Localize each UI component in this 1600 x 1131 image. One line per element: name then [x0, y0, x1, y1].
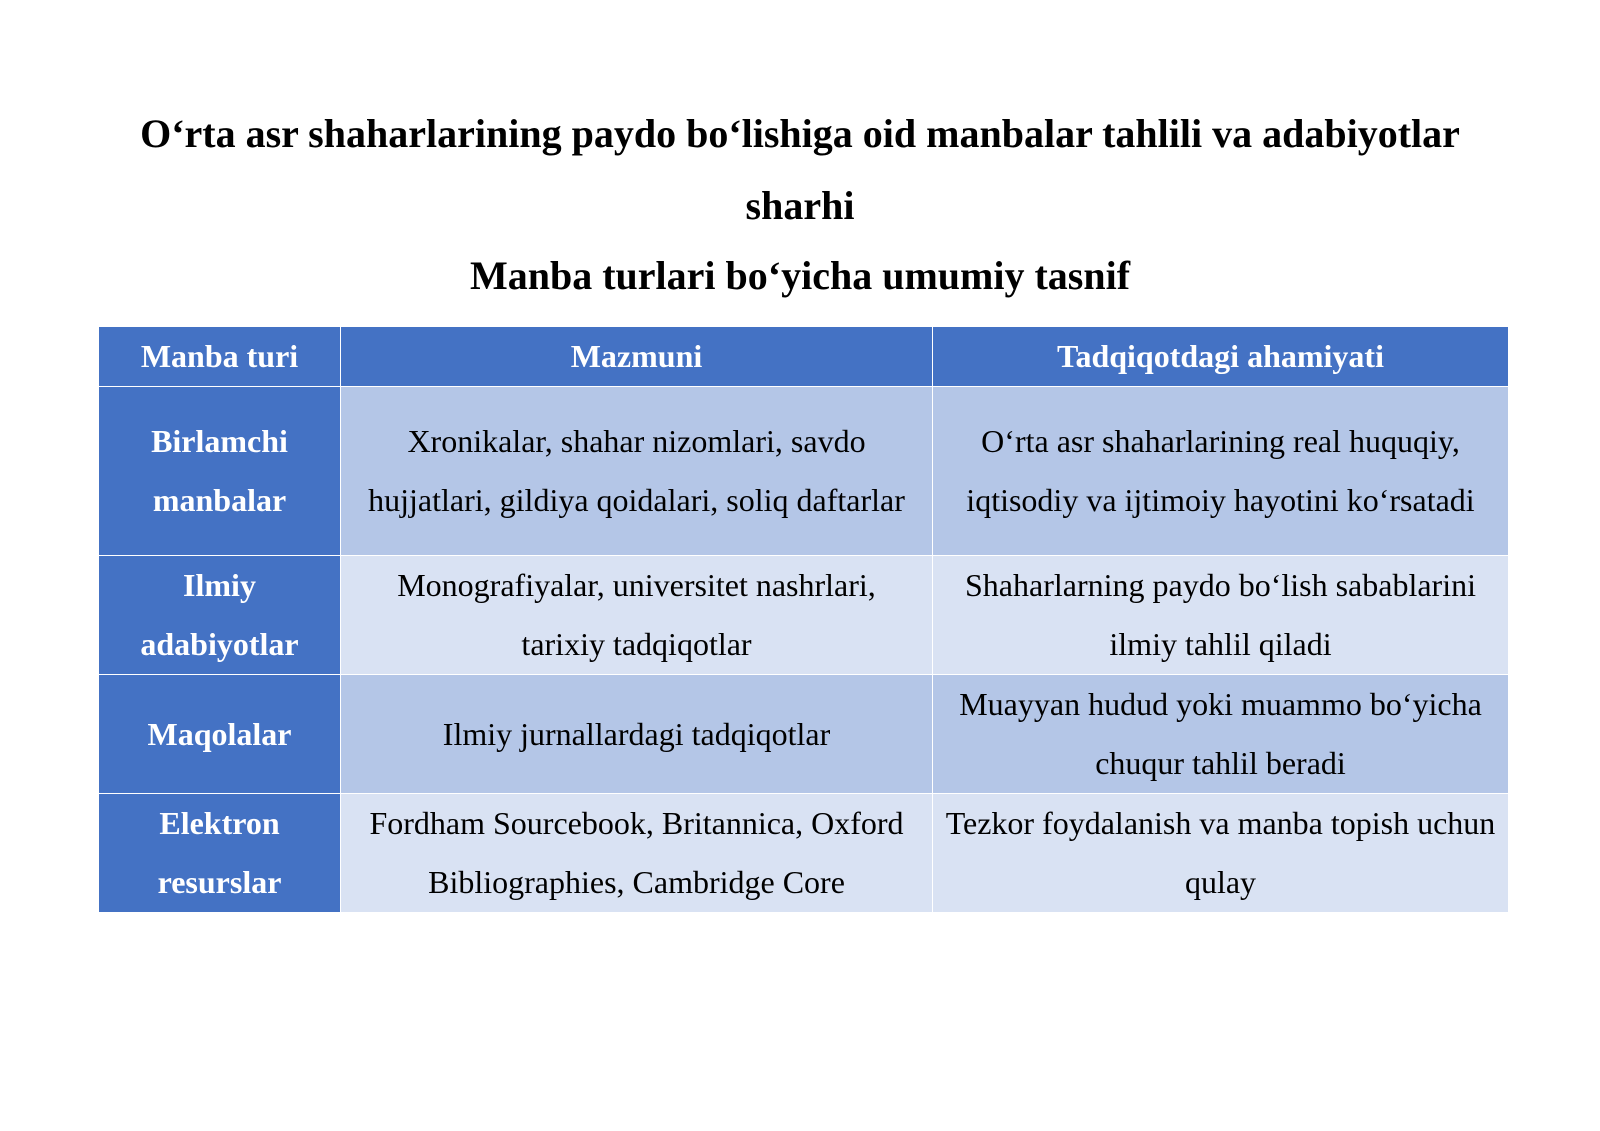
- significance-cell: Muayyan hudud yoki muammo bo‘yicha chuqur tahlil beradi: [933, 675, 1509, 794]
- content-cell: Monografiyalar, universitet nashrlari, tarixiy tadqiqotlar: [341, 556, 933, 675]
- column-header-significance: Tadqiqotdagi ahamiyati: [933, 327, 1509, 387]
- content-cell: Fordham Sourcebook, Britannica, Oxford Bibliographies, Cambridge Core: [341, 794, 933, 913]
- document-title-line1: O‘rta asr shaharlarining paydo bo‘lishiga oid manbalar tahlili va adabiyotlar: [140, 111, 1460, 156]
- document-title-line2: sharhi: [745, 183, 855, 228]
- content-cell: Ilmiy jurnallardagi tadqiqotlar: [341, 675, 933, 794]
- content-cell: Xronikalar, shahar nizomlari, savdo hujjatlari, gildiya qoidalari, soliq daftarlar: [341, 387, 933, 556]
- source-types-table: [98, 326, 1509, 913]
- table-row: [99, 794, 1509, 913]
- column-header-content: Mazmuni: [341, 327, 933, 387]
- significance-cell: Tezkor foydalanish va manba topish uchun qulay: [933, 794, 1509, 913]
- document-subtitle: Manba turlari bo‘yicha umumiy tasnif: [469, 253, 1131, 298]
- table-row: [99, 556, 1509, 675]
- table-header-row: [99, 327, 1509, 387]
- source-type-cell: Birlamchi manbalar: [99, 387, 341, 556]
- table-row: [99, 387, 1509, 556]
- source-type-cell: Ilmiy adabiyotlar: [99, 556, 341, 675]
- significance-cell: Shaharlarning paydo bo‘lish sabablarini ilmiy tahlil qiladi: [933, 556, 1509, 675]
- significance-cell: O‘rta asr shaharlarining real huquqiy, iqtisodiy va ijtimoiy hayotini ko‘rsatadi: [933, 387, 1509, 556]
- column-header-source-type: Manba turi: [99, 327, 341, 387]
- document-title: [100, 98, 1500, 242]
- source-type-cell: Elektron resurslar: [99, 794, 341, 913]
- table-row: [99, 675, 1509, 794]
- source-type-cell: Maqolalar: [99, 675, 341, 794]
